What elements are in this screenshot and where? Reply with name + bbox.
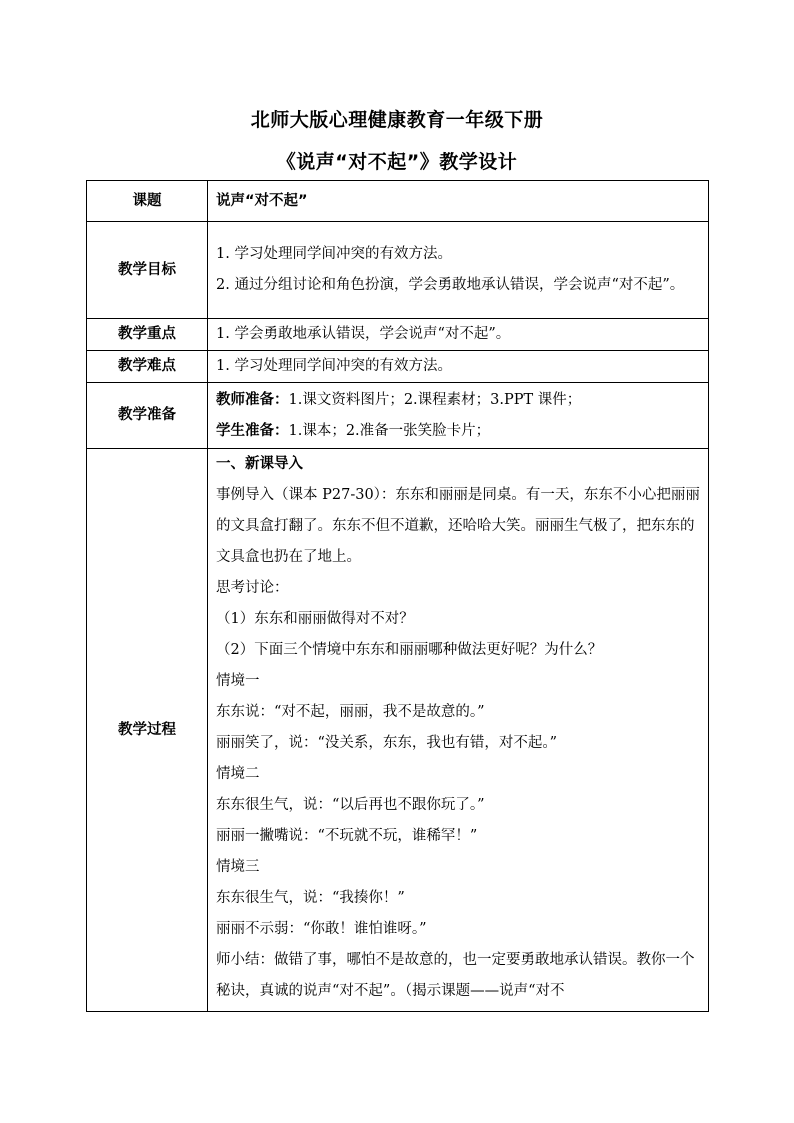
scenario-3-line-a: 东东很生气，说：“我揍你！” (216, 890, 405, 906)
table-row-difficulty (87, 351, 709, 383)
key-value: 1. 学会勇敢地承认错误，学会说声“对不起”。 (208, 319, 709, 351)
scenario-3-title: 情境三 (216, 859, 260, 875)
discuss-label: 思考讨论： (216, 580, 289, 596)
table-row-topic (87, 181, 709, 222)
goal-item: 2. 通过分组讨论和角色扮演，学会勇敢地承认错误，学会说声“对不起”。 (216, 277, 685, 293)
teacher-prep-value: 1.课文资料图片；2.课程素材；3.PPT 课件； (288, 391, 582, 408)
topic-value: 说声“对不起” (208, 181, 709, 222)
scenario-3-line-b: 丽丽不示弱：“你敢！谁怕谁呀。” (216, 921, 427, 937)
scenario-2-title: 情境二 (216, 766, 260, 782)
key-label: 教学重点 (87, 319, 208, 351)
process-content (208, 449, 709, 1012)
table-row-process (87, 449, 709, 1012)
goals-label: 教学目标 (87, 222, 208, 319)
scenario-2-line-a: 东东很生气，说：“以后再也不跟你玩了。” (216, 797, 485, 813)
teacher-prep (216, 385, 700, 416)
intro-paragraph: 事例导入（课本 P27-30）：东东和丽丽是同桌。有一天，东东不小心把丽丽的文具盒打翻了。东东不但不道歉，还哈哈大笑。丽丽生气极了，把东东的文具盒也扔在了地上。 (216, 487, 700, 565)
student-prep-value: 1.课本；2.准备一张笑脸卡片； (288, 422, 491, 439)
process-label: 教学过程 (87, 449, 208, 1012)
prep-label: 教学准备 (87, 383, 208, 449)
teacher-summary: 师小结：做错了事，哪怕不是故意的，也一定要勇敢地承认错误。教你一个秘诀，真诚的说声“对不起”。（揭示课题——说声“对不 (216, 952, 695, 999)
scenario-1-title: 情境一 (216, 673, 260, 689)
scenario-1-line-a: 东东说：“对不起，丽丽，我不是故意的。” (216, 704, 485, 720)
goals-content (208, 222, 709, 319)
table-row-goals (87, 222, 709, 319)
student-prep-label: 学生准备： (216, 422, 289, 439)
table-row-key (87, 319, 709, 351)
lesson-plan-table (86, 180, 709, 1012)
section-title: 一、新课导入 (216, 456, 303, 472)
topic-label: 课题 (87, 181, 208, 222)
student-prep (216, 416, 700, 447)
goal-item: 1. 学习处理同学间冲突的有效方法。 (216, 246, 452, 262)
table-row-prep (87, 383, 709, 449)
document-title: 北师大版心理健康教育一年级下册 (250, 109, 544, 131)
scenario-1-line-b: 丽丽笑了，说：“没关系，东东，我也有错，对不起。” (216, 735, 558, 751)
question-1: （1）东东和丽丽做得对不对？ (216, 611, 414, 627)
difficulty-label: 教学难点 (87, 351, 208, 383)
question-2: （2）下面三个情境中东东和丽丽哪种做法更好呢？为什么？ (216, 642, 603, 658)
document-subtitle: 《说声“对不起”》教学设计 (276, 151, 518, 173)
difficulty-value: 1. 学习处理同学间冲突的有效方法。 (208, 351, 709, 383)
prep-content (208, 383, 709, 449)
teacher-prep-label: 教师准备： (216, 391, 289, 408)
scenario-2-line-b: 丽丽一撇嘴说：“不玩就不玩，谁稀罕！” (216, 828, 478, 844)
